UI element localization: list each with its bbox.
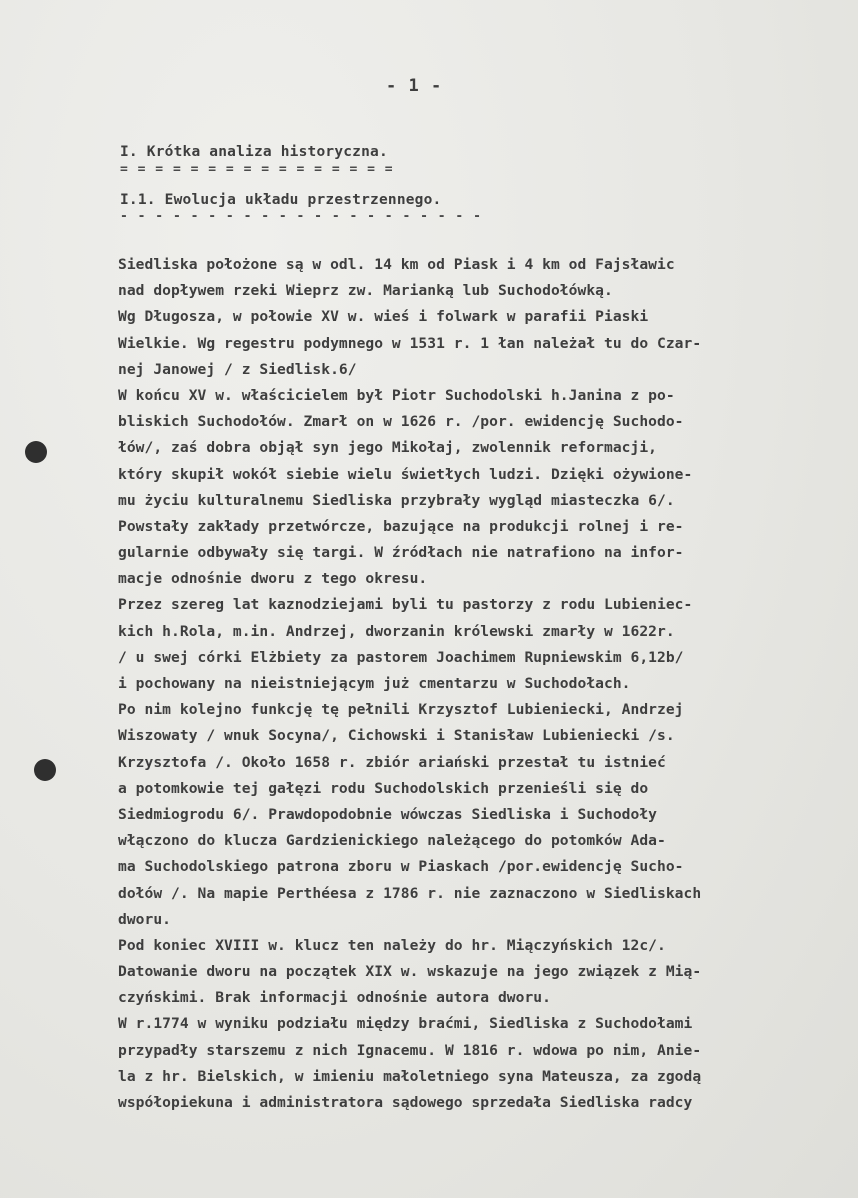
text-line: czyńskimi. Brak informacji odnośnie autora dworu. (118, 989, 551, 1007)
text-line: Wiszowaty / wnuk Socyna/, Cichowski i Stanisław Lubieniecki /s. (118, 727, 675, 745)
text-line: łów/, zaś dobra objął syn jego Mikołaj, zwolennik reformacji, (118, 439, 658, 457)
punch-hole-top (25, 441, 47, 463)
text-line: macje odnośnie dworu z tego okresu. (118, 570, 428, 588)
text-line: Powstały zakłady przetwórcze, bazujące na produkcji rolnej i re- (118, 517, 684, 535)
text-line: Krzysztofa /. Około 1658 r. zbiór ariański przestał tu istnieć (118, 753, 666, 771)
text-line: przypadły starszemu z nich Ignacemu. W 1816 r. wdowa po nim, Anie- (118, 1041, 702, 1059)
text-line: W r.1774 w wyniku podziału między braćmi, Siedliska z Suchodołami (118, 1015, 693, 1033)
text-line: Wielkie. Wg regestru podymnego w 1531 r. 1 łan należał tu do Czar- (118, 334, 702, 352)
text-line: / u swej córki Elżbiety za pastorem Joachimem Rupniewskim 6,12b/ (118, 648, 684, 666)
text-line: włączono do klucza Gardzienickiego należącego do potomków Ada- (118, 832, 666, 850)
text-line: bliskich Suchodołów. Zmarł on w 1626 r. /por. ewidencję Suchodo- (118, 413, 684, 431)
punch-hole-bottom (34, 759, 56, 781)
text-line: Datowanie dworu na początek XIX w. wskazuje na jego związek z Mią- (118, 963, 702, 981)
body-text (118, 252, 808, 1116)
subsection-heading: I.1. Ewolucja układu przestrzennego. (120, 192, 442, 208)
section-heading: I. Krótka analiza historyczna. (120, 144, 388, 160)
text-line: Siedliska położone są w odl. 14 km od Piask i 4 km od Fajsławic (118, 256, 675, 273)
text-line: nej Janowej / z Siedlisk.6/ (118, 360, 357, 378)
text-line: Pod koniec XVIII w. klucz ten należy do hr. Miączyńskich 12c/. (118, 936, 666, 954)
text-line: Przez szereg lat kaznodziejami byli tu pastorzy z rodu Lubieniec- (118, 596, 693, 614)
subheading-underline: - - - - - - - - - - - - - - - - - - - - - (120, 209, 482, 224)
text-line: kich h.Rola, m.in. Andrzej, dworzanin królewski zmarły w 1622r. (118, 622, 675, 640)
text-line: Wg Długosza, w połowie XV w. wieś i folwark w parafii Piaski (118, 308, 649, 326)
text-line: mu życiu kulturalnemu Siedliska przybrały wygląd miasteczka 6/. (118, 491, 675, 509)
text-line: W końcu XV w. właścicielem był Piotr Suchodolski h.Janina z po- (118, 386, 675, 404)
page-number: - 1 - (386, 76, 443, 96)
text-line: la z hr. Bielskich, w imieniu małoletniego syna Mateusza, za zgodą (118, 1067, 702, 1085)
text-line: gularnie odbywały się targi. W źródłach nie natrafiono na infor- (118, 544, 684, 562)
heading-double-underline: = = = = = = = = = = = = = = = = (120, 162, 394, 177)
text-line: dołów /. Na mapie Perthéesa z 1786 r. nie zaznaczono w Siedliskach (118, 884, 702, 902)
text-line: Siedmiogrodu 6/. Prawdopodobnie wówczas Siedliska i Suchodoły (118, 805, 658, 823)
text-line: ma Suchodolskiego patrona zboru w Piaskach /por.ewidencję Sucho- (118, 858, 684, 876)
text-line: Po nim kolejno funkcję tę pełnili Krzysztof Lubieniecki, Andrzej (118, 701, 684, 719)
text-line: który skupił wokół siebie wielu świetłych ludzi. Dzięki ożywione- (118, 465, 693, 483)
text-line: i pochowany na nieistniejącym już cmentarzu w Suchodołach. (118, 675, 631, 692)
text-line: nad dopływem rzeki Wieprz zw. Marianką lub Suchodołówką. (118, 282, 613, 300)
text-line: dworu. (118, 910, 172, 928)
text-line: a potomkowie tej gałęzi rodu Suchodolskich przenieśli się do (118, 779, 649, 797)
text-line: współopiekuna i administratora sądowego sprzedała Siedliska radcy (118, 1094, 693, 1111)
